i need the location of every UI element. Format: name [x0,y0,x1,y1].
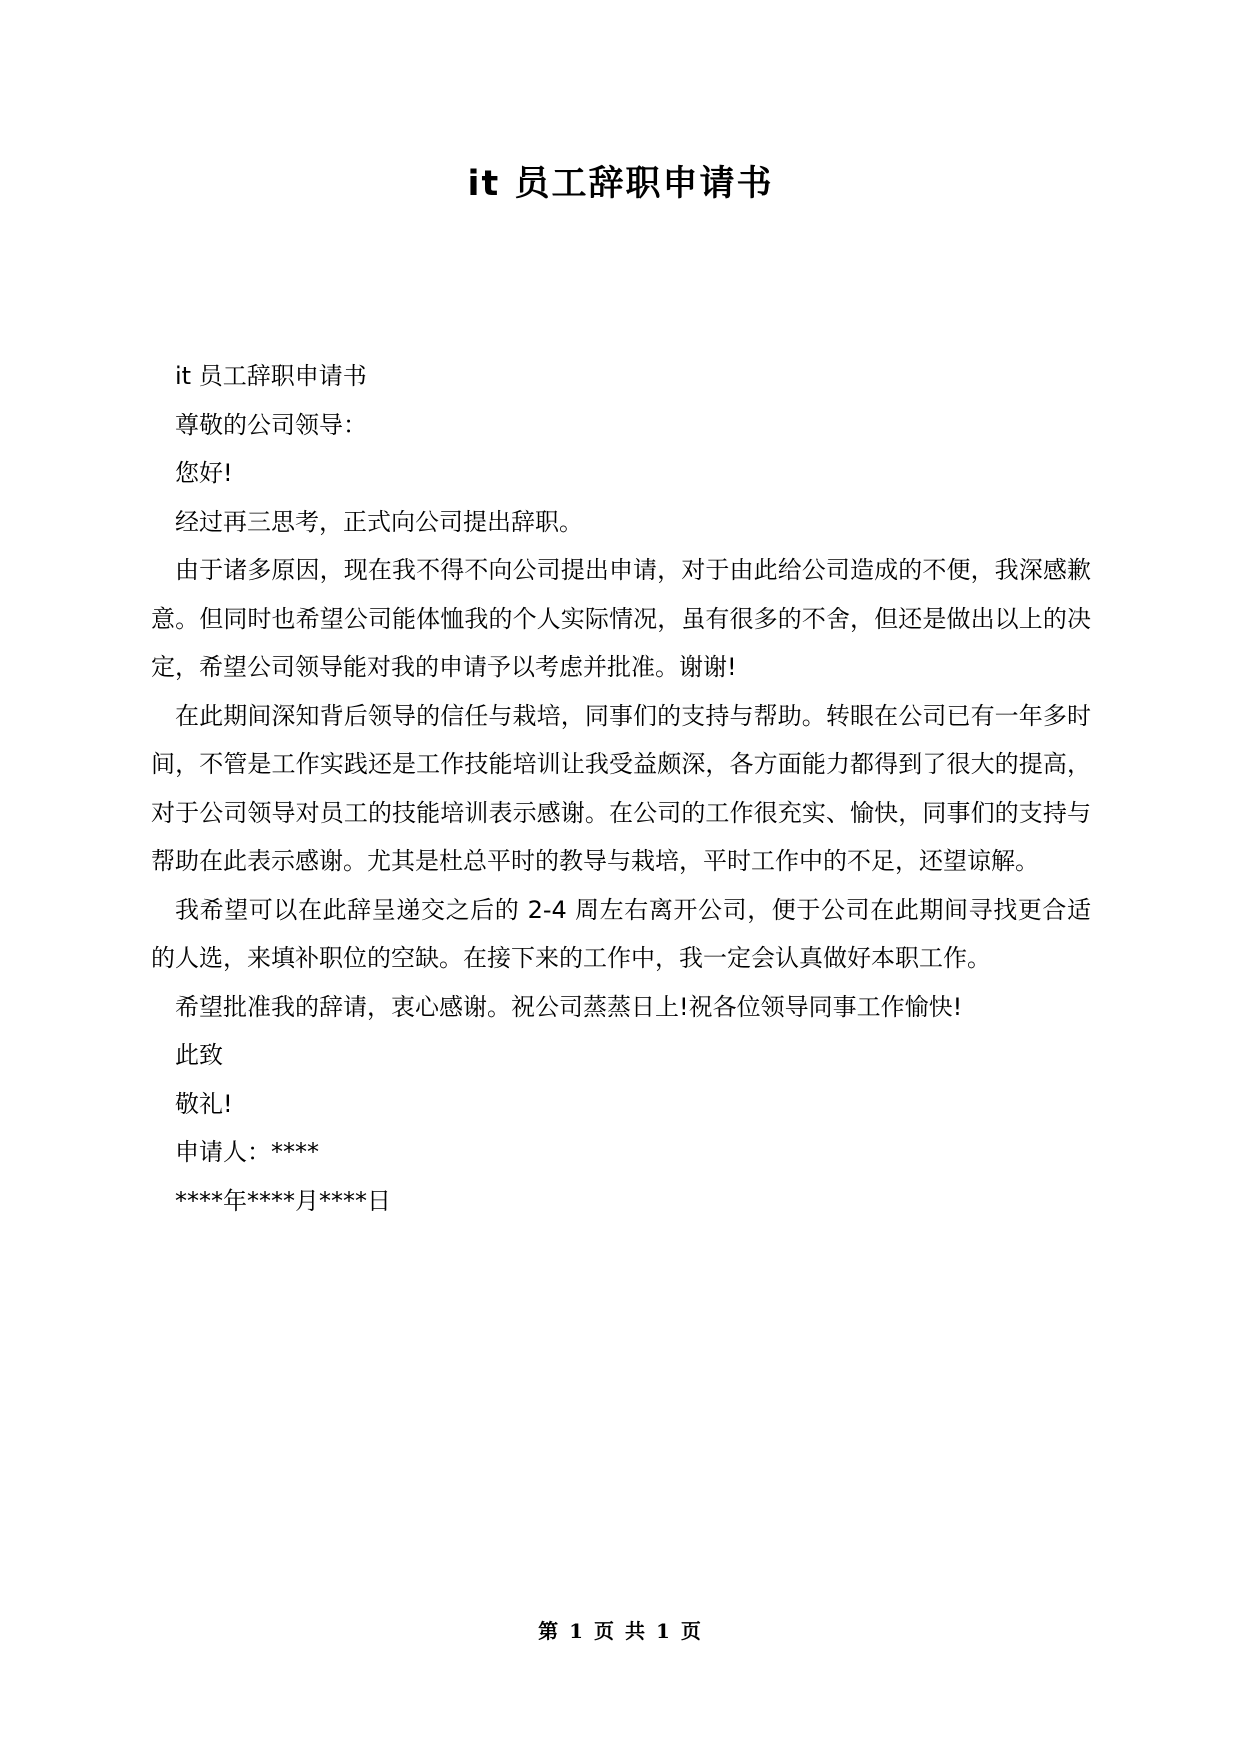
paragraph-wishes: 希望批准我的辞请，衷心感谢。祝公司蒸蒸日上!祝各位领导同事工作愉快! [175,992,963,1021]
paragraph-closing: 此致 [175,1041,223,1069]
paragraph-applicant: 申请人：**** [175,1138,319,1166]
paragraph-date: ****年****月****日 [175,1186,391,1215]
paragraph-heading: it 员工辞职申请书 [175,362,367,390]
paragraph-salutation: 尊敬的公司领导： [175,410,367,439]
page-number-footer: 第 1 页 共 1 页 [538,1619,703,1643]
document-title: it 员工辞职申请书 [467,164,774,204]
document-body [151,352,1091,1225]
paragraph-reason: 由于诸多原因，现在我不得不向公司提出申请，对于由此给公司造成的不便，我深感歉意。但同时也希望公司能体恤我的个人实际情况，虽有很多的不舍，但还是做出以上的决定，希望公司领导能对我的申请予以考虑并批准。谢谢! [151,556,1091,681]
paragraph-greeting: 您好! [175,459,233,487]
paragraph-intro: 经过再三思考，正式向公司提出辞职。 [175,507,583,536]
paragraph-salute: 敬礼! [175,1089,233,1118]
paragraph-timeline: 我希望可以在此辞呈递交之后的 2-4 周左右离开公司，便于公司在此期间寻找更合适的人选，来填补职位的空缺。在接下来的工作中，我一定会认真做好本职工作。 [151,895,1091,972]
paragraph-thanks: 在此期间深知背后领导的信任与栽培，同事们的支持与帮助。转眼在公司已有一年多时间，不管是工作实践还是工作技能培训让我受益颇深，各方面能力都得到了很大的提高，对于公司领导对员工的技能培训表示感谢。在公司的工作很充实、愉快，同事们的支持与帮助在此表示感谢。尤其是杜总平时的教导与栽培，平时工作中的不足，还望谅解。 [151,701,1091,875]
